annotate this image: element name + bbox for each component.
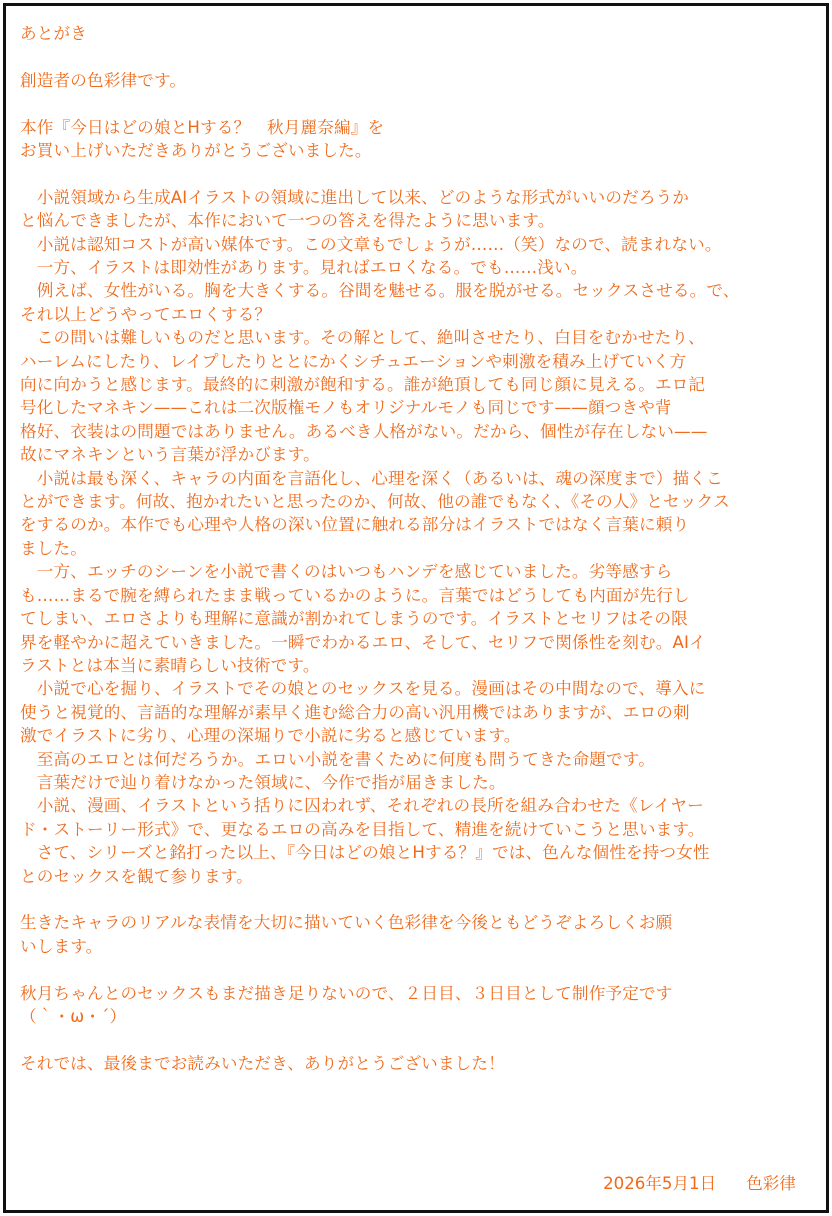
blank-line xyxy=(20,958,812,981)
text-line: 言葉だけで辿り着けなかった領域に、今作で指が届きました。 xyxy=(20,772,506,792)
signature xyxy=(603,1172,796,1195)
text-line: 至高のエロとは何だろうか。エロい小説を書くために何度も問うてきた命題です。 xyxy=(20,749,655,769)
afterword-text xyxy=(20,22,812,1075)
signature-author: 色彩律 xyxy=(746,1174,796,1193)
text-line: とができます。何故、抱かれたいと思ったのか、何故、他の誰でもなく、《その人》とセックス xyxy=(20,492,730,512)
text-line: いします。 xyxy=(20,936,103,956)
text-line: この問いは難しいものだと思います。その解として、絶叫させたり、白目をむかせたり、 xyxy=(20,328,705,348)
text-line: 向に向かうと感じます。最終的に刺激が飽和する。誰が絶頂しても同じ顔に見える。エロ記 xyxy=(20,375,706,395)
text-line: も……まるで腕を縛られたまま戦っているかのように。言葉ではどうしても内面が先行し xyxy=(20,585,690,605)
text-line: 号化したマネキン——これは二次版権モノもオリジナルモノも同じです——顔つきや背 xyxy=(20,398,672,418)
text-line: 格好、衣装はの問題ではありません。あるべき人格がない。だから、個性が存在しない—— xyxy=(20,421,708,441)
text-line: 小説は最も深く、キャラの内面を言語化し、心理を深く（あるいは、魂の深度まで）描くこ xyxy=(20,468,723,488)
text-line: 小説で心を掘り、イラストでその娘とのセックスを見る。漫画はその中間なので、導入に xyxy=(20,679,706,699)
blank-line xyxy=(20,162,812,185)
signature-date: 2026年5月1日 xyxy=(603,1174,717,1193)
text-line: 故にマネキンという言葉が浮かびます。 xyxy=(20,445,320,465)
text-line: ました。 xyxy=(20,538,87,558)
text-line: さて、シリーズと銘打った以上、『今日はどの娘とHする？』では、色んな個性を持つ女性 xyxy=(20,843,710,863)
text-line: 小説、漫画、イラストという括りに囚われず、それぞれの長所を組み合わせた《レイヤー xyxy=(20,796,704,816)
text-line: 一方、エッチのシーンを小説で書くのはいつもハンデを感じていました。劣等感すら xyxy=(20,562,673,582)
text-line: と悩んできましたが、本作において一つの答えを得たように思います。 xyxy=(20,211,555,231)
text-line: とのセックスを観て参ります。 xyxy=(20,866,253,886)
text-line: それでは、最後までお読みいただき、ありがとうございました！ xyxy=(20,1053,505,1073)
text-line: 例えば、女性がいる。胸を大きくする。谷間を魅せる。服を脱がせる。セックスさせる。で、 xyxy=(20,281,740,301)
blank-line xyxy=(20,45,812,68)
text-line: をするのか。本作でも心理や人格の深い位置に触れる部分はイラストではなく言葉に頼り xyxy=(20,515,690,535)
text-line: 使うと視覚的、言語的な理解が素早く進む総合力の高い汎用機ではありますが、エロの刺 xyxy=(20,702,690,722)
text-line: 生きたキャラのリアルな表情を大切に描いていく色彩律を今後ともどうぞよろしくお願 xyxy=(20,913,673,933)
text-line: ド・ストーリー形式》で、更なるエロの高みを目指して、精進を続けていこうと思います。 xyxy=(20,819,705,839)
text-line: （｀・ω・´） xyxy=(20,1006,127,1026)
text-line: お買い上げいただきありがとうございました。 xyxy=(20,141,372,160)
text-line: 激でイラストに劣り、心理の深堀りで小説に劣ると感じています。 xyxy=(20,726,521,746)
document-title: あとがき xyxy=(20,24,87,43)
text-line: 小説領域から生成AIイラストの領域に進出して以来、どのような形式がいいのだろうか xyxy=(20,187,690,207)
text-line: 界を軽やかに超えていきました。一瞬でわかるエロ、そして、セリフで関係性を刻む。AIイ xyxy=(20,632,706,652)
text-line: 小説は認知コストが高い媒体です。この文章もでしょうが……（笑）なので、読まれない。 xyxy=(20,234,722,254)
text-line: 一方、イラストは即効性があります。見ればエロくなる。でも……浅い。 xyxy=(20,258,588,278)
text-line: てしまい、エロさよりも理解に意識が割かれてしまうのです。イラストとセリフはその限 xyxy=(20,609,688,629)
text-line: 本作『今日はどの娘とHする？ 秋月麗奈編』を xyxy=(20,117,385,137)
text-line: 創造者の色彩律です。 xyxy=(20,70,187,90)
blank-line xyxy=(20,92,812,115)
text-line: ハーレムにしたり、レイプしたりととにかくシチュエーションや刺激を積み上げていく方 xyxy=(20,351,687,371)
blank-line xyxy=(20,888,812,911)
text-line: ラストとは本当に素晴らしい技術です。 xyxy=(20,655,320,675)
text-line: 秋月ちゃんとのセックスもまだ描き足りないので、２日目、３日目として制作予定です xyxy=(20,983,673,1003)
blank-line xyxy=(20,1028,812,1051)
text-line: それ以上どうやってエロくする？ xyxy=(20,304,272,324)
